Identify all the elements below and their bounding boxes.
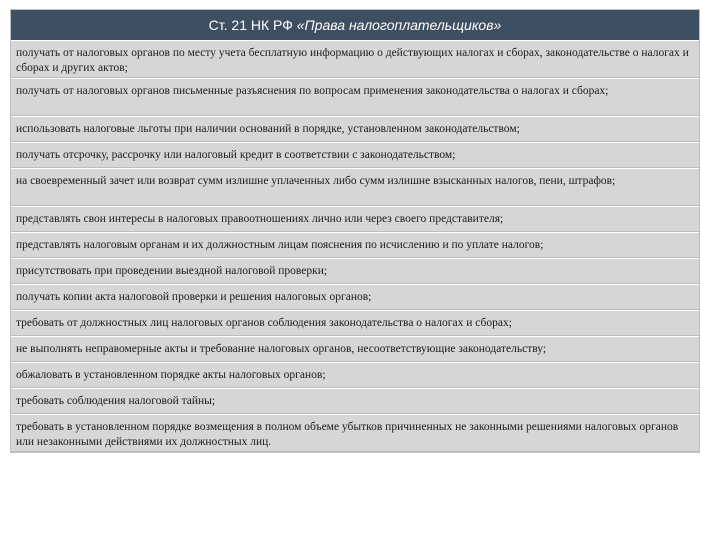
table-row: требовать в установленном порядке возмещения в полном объеме убытков причиненных не законными решениями налоговых органов или незаконными действиями их должностных лиц. xyxy=(11,414,699,452)
title-prefix: Ст. 21 НК РФ xyxy=(208,17,297,33)
table-row: получать от налоговых органов по месту учета бесплатную информацию о действующих налогах и сборах, законодательстве о налогах и сборах и других актов; xyxy=(11,40,699,78)
table-row: получать отсрочку, рассрочку или налоговый кредит в соответствии с законодательством; xyxy=(11,142,699,168)
rights-table xyxy=(10,9,700,453)
table-header xyxy=(11,10,699,40)
table-row: представлять свои интересы в налоговых правоотношениях лично или через своего представителя; xyxy=(11,206,699,232)
table-row: представлять налоговым органам и их должностным лицам пояснения по исчислению и по уплате налогов; xyxy=(11,232,699,258)
table-row: требовать от должностных лиц налоговых органов соблюдения законодательства о налогах и сборах; xyxy=(11,310,699,336)
title-emphasis: «Права налогоплательщиков» xyxy=(296,17,502,33)
table-row: не выполнять неправомерные акты и требование налоговых органов, несоответствующие законодательству; xyxy=(11,336,699,362)
table-row: на своевременный зачет или возврат сумм излишне уплаченных либо сумм излишне взысканных налогов, пени, штрафов; xyxy=(11,168,699,206)
table-row: получать копии акта налоговой проверки и решения налоговых органов; xyxy=(11,284,699,310)
table-row: обжаловать в установленном порядке акты налоговых органов; xyxy=(11,362,699,388)
table-row: получать от налоговых органов письменные разъяснения по вопросам применения законодательства о налогах и сборах; xyxy=(11,78,699,116)
table-row: присутствовать при проведении выездной налоговой проверки; xyxy=(11,258,699,284)
table-row: требовать соблюдения налоговой тайны; xyxy=(11,388,699,414)
table-row: использовать налоговые льготы при наличии оснований в порядке, установленном законодательством; xyxy=(11,116,699,142)
